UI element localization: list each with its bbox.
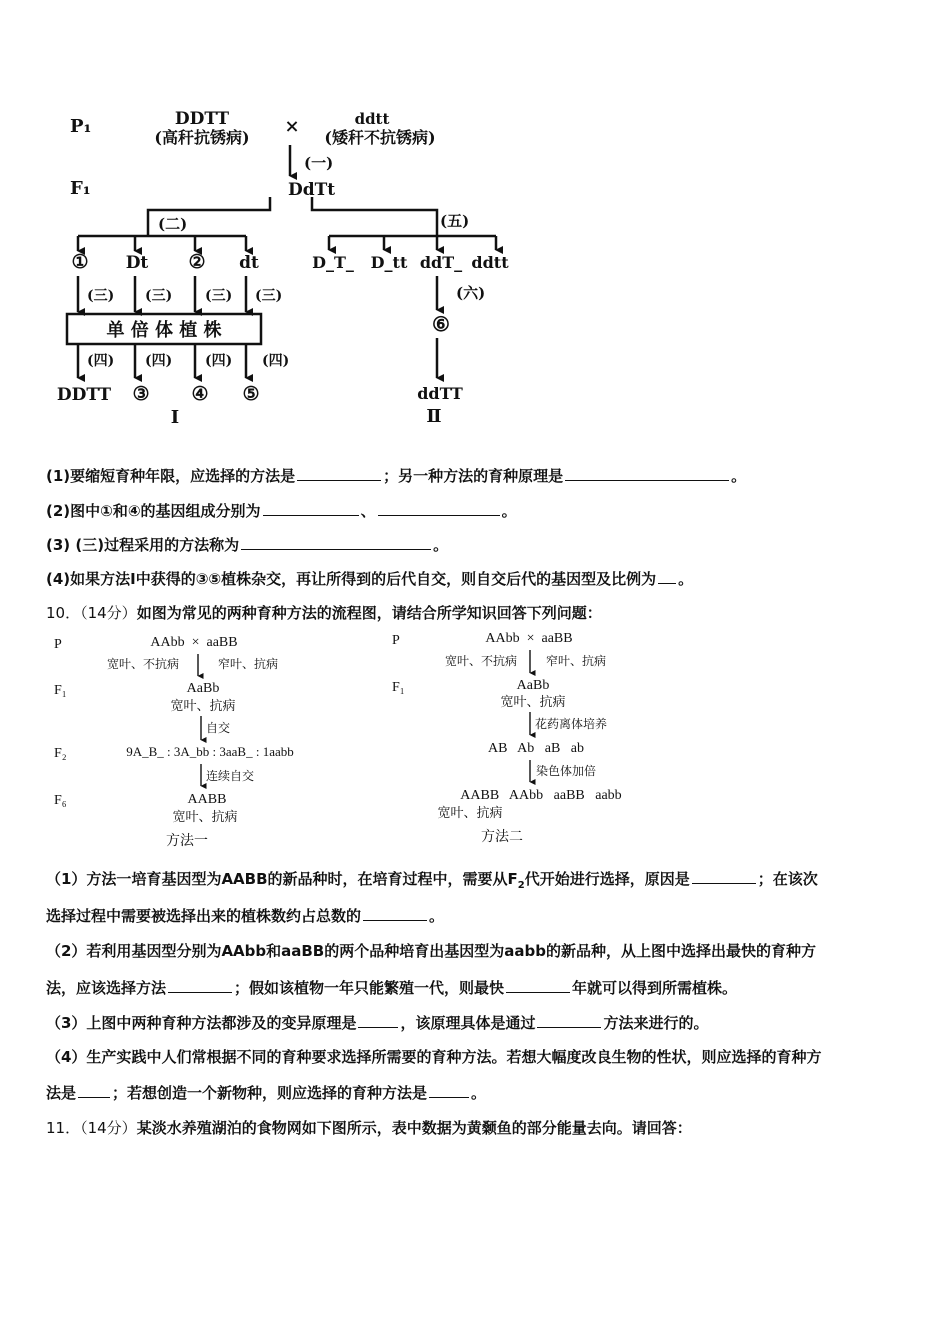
q10-sub2-text-b: 法，应该选择方法	[46, 979, 167, 997]
result-4: ⑤	[242, 383, 260, 405]
f1-label: F₁	[70, 178, 91, 199]
m2-label-p: P	[392, 633, 400, 648]
q10-sub3	[46, 1012, 708, 1033]
m1-cross: AAbb × aaBB	[150, 635, 238, 650]
m2-results: AABB AAbb aaBB aabb	[460, 788, 622, 803]
parent1-genotype: DDTT	[174, 109, 230, 129]
q11-number: 11．	[46, 1119, 81, 1137]
q10-sub2-line2	[46, 977, 737, 998]
m1-label-f1: F₁	[54, 683, 67, 698]
step3-label-1: (三)	[87, 288, 115, 304]
q9-part3-text-a: (3) (三)过程采用的方法称为	[46, 536, 240, 554]
m1-f6-genotype: AABB	[187, 792, 227, 807]
q10-sub4-blank-2	[429, 1096, 469, 1098]
q10-sub1-blank-1	[692, 882, 756, 884]
q10-sub1-text-e: 。	[429, 907, 445, 925]
genotype-1: D_T_	[312, 253, 354, 272]
m2-label-f1: F₁	[392, 680, 405, 695]
step2-label: (二)	[158, 215, 188, 233]
q10-sub1-line2	[46, 905, 444, 926]
gamete-2: Dt	[125, 253, 149, 273]
q11-stem: 某淡水养殖湖泊的食物网如下图所示，表中数据为黄颡鱼的部分能量去向。请回答：	[136, 1119, 692, 1137]
q9-part1-text-b: ；另一种方法的育种原理是	[383, 467, 564, 485]
q10-sub2-text-a: （2）若利用基因型分别为AAbb和aaBB的两个品种培育出基因型为aabb的新品种，从上图中选择出最快的育种方	[46, 942, 816, 960]
m2-result-desc: 宽叶、抗病	[437, 805, 503, 820]
step3-label-3: (三)	[205, 288, 233, 304]
q9-part2-text-a: (2)图中①和④的基因组成分别为	[46, 502, 261, 520]
q10-number: 10．	[46, 604, 81, 622]
step3-label-4: (三)	[255, 288, 283, 304]
q10-sub3-text-c: 方法来进行的。	[603, 1014, 709, 1032]
m1-p-right-desc: 窄叶、抗病	[217, 657, 279, 671]
q9-part1-text-a: (1)要缩短育种年限，应选择的方法是	[46, 467, 296, 485]
m2-title: 方法二	[481, 830, 523, 845]
method2-label: Ⅱ	[426, 406, 442, 427]
m2-f1-genotype: AaBb	[516, 678, 550, 693]
step4-label-1: (四)	[87, 353, 115, 369]
m1-label-p: P	[54, 637, 62, 652]
m1-f1-desc: 宽叶、抗病	[170, 698, 236, 713]
q10-sub3-text-b: ，该原理具体是通过	[400, 1014, 536, 1032]
gamete-1: ①	[71, 251, 89, 273]
q10-sub4-blank-1	[78, 1096, 110, 1098]
q9-part4-text-a: (4)如果方法Ⅰ中获得的③⑤植株杂交，再让所得到的后代自交，则自交后代的基因型及比例为	[46, 570, 657, 588]
q10-sub4-text-c: ；若想创造一个新物种，则应选择的育种方法是	[112, 1084, 428, 1102]
step5-label: (五)	[440, 212, 470, 230]
m1-p-left-desc: 宽叶、不抗病	[106, 657, 180, 671]
q10-sub2-text-d: 年就可以得到所需植株。	[572, 979, 738, 997]
q10-sub4-text-d: 。	[471, 1084, 487, 1102]
q10-sub1-text-b: 代开始进行选择，原因是	[524, 870, 690, 888]
parent2-description: (矮秆不抗锈病)	[324, 128, 436, 147]
step4-label-2: (四)	[145, 353, 173, 369]
p1-label: P₁	[70, 116, 92, 137]
q10-sub1-text-d: 选择过程中需要被选择出来的植株数约占总数的	[46, 907, 362, 925]
m2-step2: 染色体加倍	[536, 764, 597, 778]
result-2: ③	[132, 383, 150, 405]
right-result: ddTT	[417, 384, 463, 403]
result-1: DDTT	[56, 385, 112, 405]
q10-sub3-text-a: （3）上图中两种育种方法都涉及的变异原理是	[46, 1014, 357, 1032]
m1-f1-genotype: AaBb	[186, 681, 220, 696]
cross-symbol: ×	[284, 116, 300, 137]
m2-f1-desc: 宽叶、抗病	[500, 694, 566, 709]
m1-step2: 连续自交	[206, 769, 255, 783]
haploid-plant-label: 单 倍 体 植 株	[106, 320, 222, 341]
q9-part2-text-c: 。	[501, 502, 517, 520]
q10-sub1-text-a: （1）方法一培育基因型为AABB的新品种时，在培育过程中，需要从F	[46, 870, 518, 888]
q10-sub3-blank-1	[358, 1026, 398, 1028]
result-3: ④	[191, 383, 209, 405]
method1-label: Ⅰ	[170, 407, 180, 428]
m2-cross: AAbb × aaBB	[485, 631, 573, 646]
q9-part4-text-b: 。	[678, 570, 694, 588]
q10-sub2-line1	[46, 940, 816, 961]
q10-sub1-subscript: 2	[517, 880, 525, 891]
m2-gametes: AB Ab aB ab	[487, 741, 585, 756]
m1-label-f6: F₆	[54, 793, 67, 808]
q9-part2-text-b: 、	[360, 502, 376, 520]
q10-sub1-text-c: ；在该次	[757, 870, 818, 888]
m1-f2-ratio: 9A_B_ : 3A_bb : 3aaB_ : 1aabb	[126, 744, 294, 759]
q11-header	[46, 1117, 692, 1138]
step6-label: (六)	[456, 284, 486, 302]
m2-step1: 花药离体培养	[535, 717, 608, 731]
q10-sub2-blank-2	[506, 991, 570, 993]
genotype-4: ddtt	[471, 253, 509, 272]
q10-sub4-text-a: （4）生产实践中人们常根据不同的育种要求选择所需要的育种方法。若想大幅度改良生物的性状，则应选择的育种方	[46, 1048, 822, 1066]
m1-title: 方法一	[166, 834, 208, 849]
q10-stem: 如图为常见的两种育种方法的流程图，请结合所学知识回答下列问题：	[136, 604, 602, 622]
q9-part1-text-c: 。	[731, 467, 747, 485]
parent2-genotype: ddtt	[354, 110, 390, 128]
q10-sub3-blank-2	[537, 1026, 601, 1028]
step4-label-3: (四)	[205, 353, 233, 369]
m2-p-right-desc: 窄叶、抗病	[545, 654, 607, 668]
m1-f6-desc: 宽叶、抗病	[172, 809, 238, 824]
q10-sub4-line1	[46, 1046, 821, 1067]
parent1-description: (高秆抗锈病)	[154, 128, 250, 147]
q10-sub1-line1	[46, 868, 818, 891]
circle-6: ⑥	[432, 312, 450, 336]
genotype-3: ddT_	[419, 253, 463, 272]
q10-sub2-text-c: ；假如该植物一年只能繁殖一代，则最快	[234, 979, 505, 997]
gamete-4: dt	[239, 253, 259, 273]
step4-label-4: (四)	[262, 353, 290, 369]
q10-sub4-line2	[46, 1082, 486, 1103]
m1-label-f2: F₂	[54, 746, 67, 761]
q9-part3-text-b: 。	[433, 536, 449, 554]
q10-score: （14分）	[80, 604, 137, 622]
f1-genotype: DdTt	[288, 180, 336, 200]
step3-label-2: (三)	[145, 288, 173, 304]
step1-label: (一)	[304, 154, 334, 172]
genotype-2: D_tt	[370, 253, 408, 272]
q10-sub2-blank-1	[168, 991, 232, 993]
gamete-3: ②	[188, 251, 206, 273]
q10-sub1-blank-2	[363, 919, 427, 921]
q10-sub4-text-b: 法是	[46, 1084, 77, 1102]
q11-score: （14分）	[80, 1119, 137, 1137]
m2-p-left-desc: 宽叶、不抗病	[444, 654, 518, 668]
m1-step1: 自交	[206, 721, 231, 735]
